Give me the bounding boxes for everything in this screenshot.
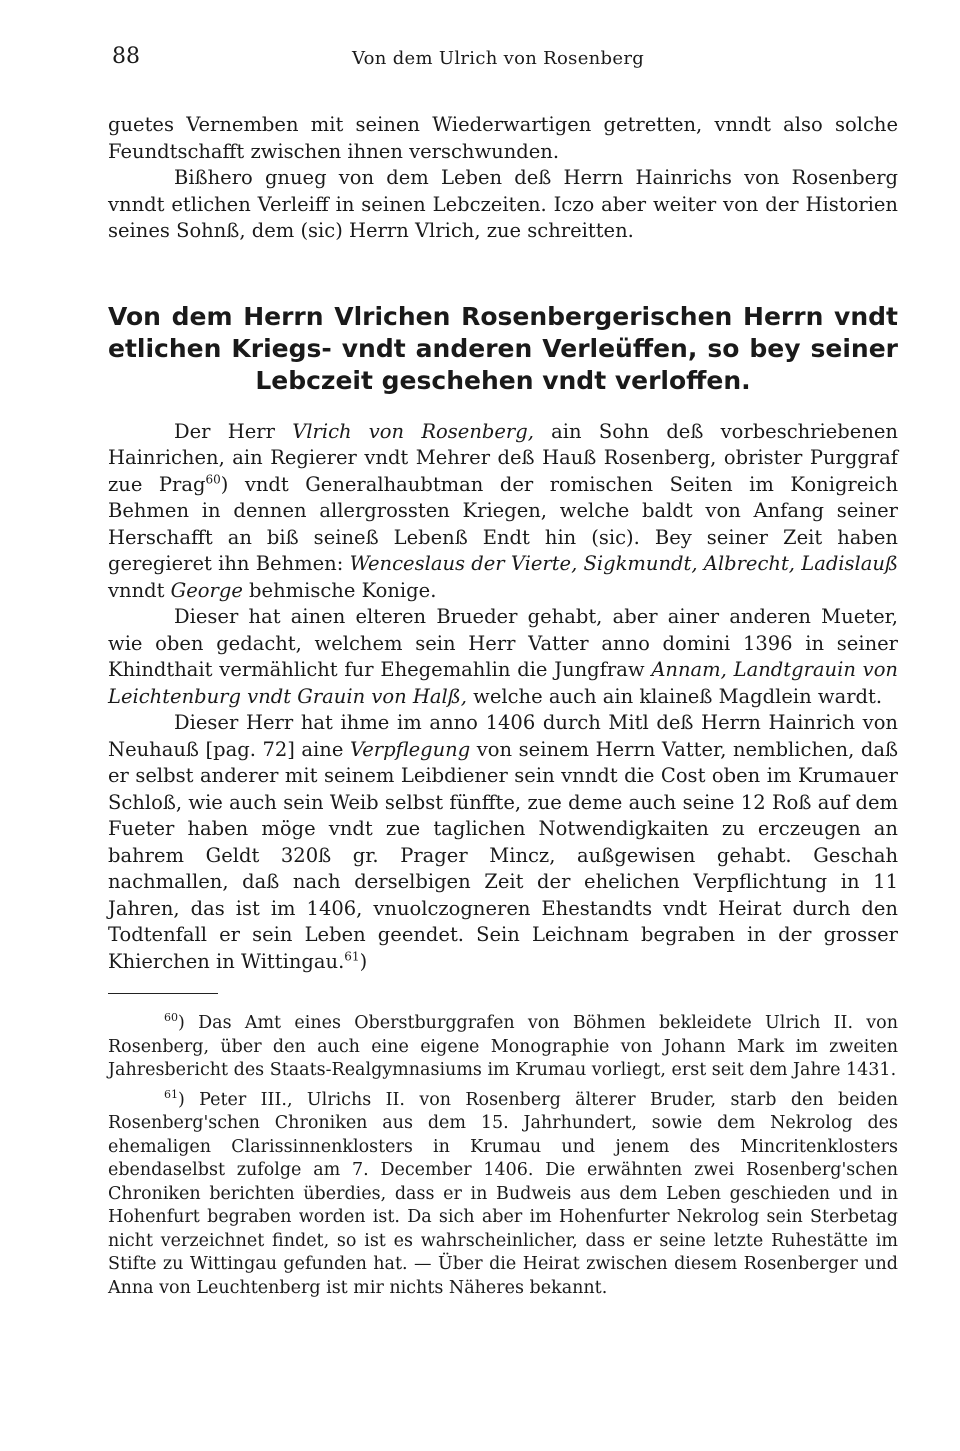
- footnote-60: [108, 1012, 898, 1083]
- text-run: ain Sohn deß vorbeschriebenen Hainrichen, ain Regierer vndt Mehrer deß Hauß Rosenberg, obrister Purggraf zue Prag: [108, 419, 898, 496]
- paragraph-ulrich-intro: [108, 419, 898, 605]
- italic-george: George: [170, 578, 243, 602]
- paragraph-transition: Bißhero gnueg von dem Leben deß Herrn Hainrichs von Rosenberg vnndt etlichen Verleiff in seinen Lebczeiten. Iczo aber weiter von der Historien seines Sohnß, dem (sic) Herrn Vlrich, zue schreitten.: [108, 166, 898, 242]
- text-run: welche auch ain klaineß Magdlein wardt.: [466, 684, 883, 708]
- italic-name: Vlrich von Rosenberg,: [292, 419, 534, 443]
- footnote-ref-60: 60: [205, 472, 221, 486]
- running-title: Von dem Ulrich von Rosenberg: [352, 48, 645, 69]
- text-run: vnndt: [108, 578, 171, 602]
- footnote-mark-61: 61: [164, 1087, 178, 1101]
- page-header: [112, 44, 892, 78]
- text-run: von seinem Herrn Vatter, nemblichen, daß er selbst anderer mit seinem Leibdiener sein vnndt die Cost oben im Krumauer Schloß, wie auch sein Weib selbst fünffte, zue deme auch seine 12 Roß auf dem Fueter haben möge vndt zue taglichen Notwendigkaiten zu erczeugen an bahrem Geldt 320ß gr. Prager Mincz, außgewisen gehabt. Geschah nachmallen, daß nach derselbigen Zeit der ehelichen Verpflichtung in 11 Jahren, das ist im 1406, vnuolczogneren Ehestandts vndt Heirat durch den Todtenfall er sein Leben geendet. Sein Leichnam begraben in der grosser Khierchen in Wittingau.: [108, 737, 898, 973]
- text-run: behmische Konige.: [242, 578, 437, 602]
- heading-line-1: Von dem Herrn Vlrichen Rosenbergerischen Herrn vndt: [108, 301, 898, 331]
- footnote-lead: [108, 1013, 178, 1033]
- italic-verpflegung: Verpflegung: [349, 737, 471, 761]
- paragraph-provision: [108, 710, 898, 975]
- text-run: ) vndt Generalhaubtman der romischen Seiten im Konigreich Behmen in dennen allergrossten Kriegen, welche baldt von Anfang seiner Herschafft an biß seineß Lebenß Endt hin (sic). Bey seiner Zeit haben geregieret ihn Behmen:: [108, 472, 899, 575]
- text-run: Der Herr: [174, 419, 293, 443]
- footnote-lead: [108, 1087, 178, 1110]
- italic-kings: Wenceslaus der Vierte, Sigkmundt, Albrecht, Ladislauß: [349, 552, 898, 575]
- page-body: [108, 112, 898, 1300]
- heading-line-3: Lebczeit geschehen vndt verloffen.: [255, 365, 751, 395]
- footnote-ref-61: 61: [344, 949, 360, 963]
- paragraph-continuation: guetes Vernemben mit seinen Wiederwartigen getretten, vnndt also solche Feundtschafft zwischen ihnen verschwunden.: [108, 113, 898, 163]
- page-number: 88: [112, 44, 140, 69]
- footnote-mark-60: 60: [164, 1011, 178, 1025]
- footnote-text-60: ) Das Amt eines Oberstburggrafen von Böhmen bekleidete Ulrich II. von Rosenberg, über den auch eine eigene Monographie von Johann Mark im zweiten Jahresbericht des Staats-Realgymnasiums im Krumau vorliegt, erst seit dem Jahre 1431.: [108, 1013, 898, 1080]
- heading-line-2: etlichen Kriegs- vndt anderen Verleüffen, so bey seiner: [108, 333, 898, 363]
- footnote-text-61: ) Peter III., Ulrichs II. von Rosenberg älterer Bruder, starb den beiden Rosenberg'schen Chroniken aus dem 15. Jahrhundert, sowie dem Nekrolog des ehemaligen Clarissinnenklosters in Krumau und jenem des Mincritenklosters ebendaselbst zufolge am 7. December 1406. Die erwähnten zwei Rosenberg'schen Chroniken berichten überdies, dass er in Budweis aus dem Leben geschieden und in Hohenfurt begraben worden ist. Da sich aber im Hohenfurter Nekrolog sein Sterbetag nicht verzeichnet findet, so ist es wahrscheinlicher, dass er seine letzte Ruhestätte im Stifte zu Wittingau gefunden hat. — Über die Heirat zwischen diesem Rosenberger und Anna von Leuchtenberg ist mir nichts Näheres bekannt.: [108, 1089, 898, 1298]
- italic-anna: Annam, Landtgrauin von Leichtenburg vndt Grauin von Halß,: [108, 658, 898, 708]
- text-run: Dieser Herr hat ihme im anno 1406 durch Mitl deß Herrn Hainrich von Neuhauß [pag. 72] aine: [108, 711, 898, 761]
- footnote-divider: [108, 993, 218, 994]
- paragraph-brother: [108, 604, 898, 710]
- text-run: ): [359, 949, 368, 973]
- footnote-61: [108, 1089, 898, 1301]
- chapter-heading: [108, 301, 898, 397]
- text-run: Dieser hat ainen elteren Brueder gehabt, aber ainer anderen Mueter, wie oben gedacht, welchem sein Herr Vatter anno domini 1396 in seiner Khindthait vermählicht fur Ehegemahlin die Jungfraw: [108, 605, 898, 681]
